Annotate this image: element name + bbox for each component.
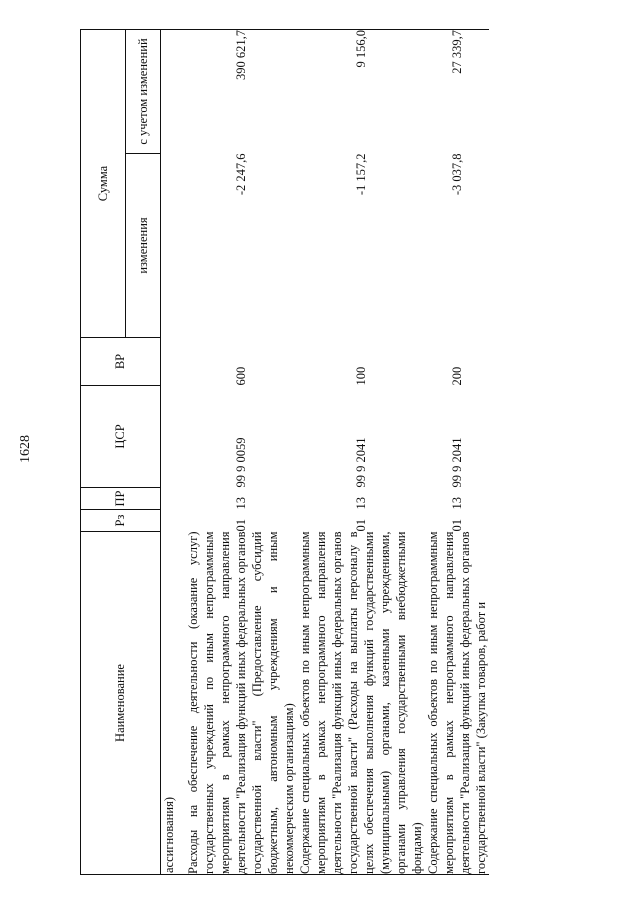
row-name: Расходы на обеспечение деятельности (оказание услуг) государственных учреждений по иным непрограммным мероприятиям в рамках непрограммного направления деятельности "Реализация функций иных федеральных органов государственной власти" (Предоставление субсидий бюджетным, автономным учреждениям и иным некоммерческим организациям) <box>186 531 296 874</box>
header-rz: Рз <box>81 510 161 532</box>
row-vr: 200 <box>450 366 464 386</box>
row-total: 9 156,0 <box>297 30 425 154</box>
row-total: 27 339,7 <box>425 30 489 154</box>
header-vr: ВР <box>81 338 161 386</box>
row-vr: 100 <box>354 366 368 386</box>
row-rz: 01 <box>450 519 464 532</box>
rotated-page <box>80 30 555 875</box>
header-pr: ПР <box>81 488 161 510</box>
row-csr: 99 9 0059 <box>234 437 248 488</box>
header-change: изменения <box>126 154 161 338</box>
budget-table <box>80 29 489 875</box>
row-rz: 01 <box>354 519 368 532</box>
row-pr: 13 <box>234 497 248 510</box>
row-change: -2 247,6 <box>234 153 248 196</box>
row-name: Содержание специальных объектов по иным непрограммным мероприятиям в рамках непрограммного направления деятельности "Реализация функций иных федеральных органов государственной власти" (Закупка товаров, работ и <box>426 531 488 874</box>
row-total: 390 621,7 <box>185 30 297 154</box>
continuation-row <box>161 30 186 875</box>
table-header <box>81 30 161 875</box>
table-row <box>425 30 489 875</box>
header-sum: Сумма <box>81 30 126 338</box>
row-pr: 13 <box>354 497 368 510</box>
row-vr: 600 <box>234 366 248 386</box>
table-row <box>297 30 425 875</box>
row-rz: 01 <box>234 519 248 532</box>
row-csr: 99 9 2041 <box>354 437 368 488</box>
continuation-text: ассигнования) <box>161 532 186 875</box>
page-number: 1628 <box>18 435 33 463</box>
header-name: Наименование <box>81 532 161 875</box>
row-name: Содержание специальных объектов по иным непрограммным мероприятиям в рамках непрограммного направления деятельности "Реализация функций иных федеральных органов государственной власти" (Расходы на выплаты персоналу в целях обеспечения выполнения функций государственными (муниципальными) органами, казенными учреждениями, органами управления государственными внебюджетными фондами) <box>298 531 424 874</box>
table-row <box>185 30 297 875</box>
header-csr: ЦСР <box>81 386 161 488</box>
header-total: с учетом изменений <box>126 30 161 154</box>
row-change: -1 157,2 <box>354 153 368 196</box>
row-csr: 99 9 2041 <box>450 437 464 488</box>
table-body <box>161 30 490 875</box>
row-change: -3 037,8 <box>450 153 464 196</box>
row-pr: 13 <box>450 497 464 510</box>
